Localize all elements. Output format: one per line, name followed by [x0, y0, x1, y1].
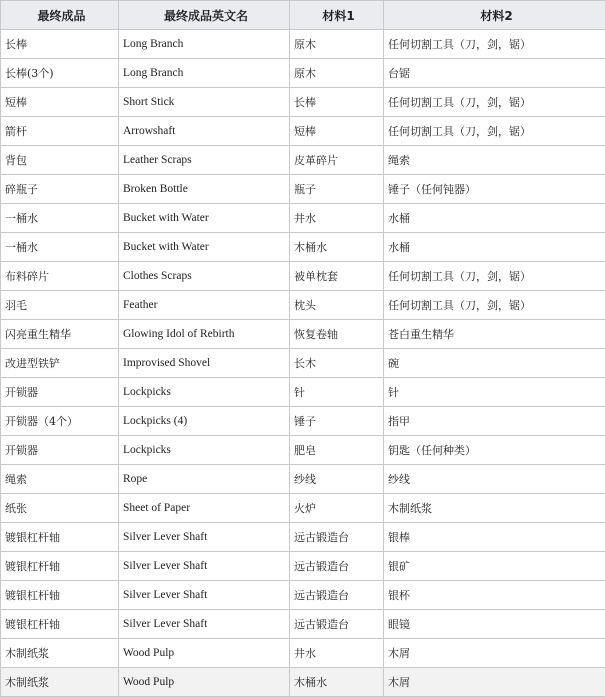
cell-material-2: 任何切割工具（刀，剑，锯）: [384, 30, 605, 59]
cell-final-product: 箭杆: [1, 117, 119, 146]
cell-final-product: 短棒: [1, 88, 119, 117]
cell-material-1: 锤子: [290, 407, 384, 436]
cell-material-2: 木屑: [384, 668, 605, 697]
cell-final-product: 镀银杠杆轴: [1, 523, 119, 552]
cell-final-product-english: Wood Pulp: [119, 668, 290, 697]
cell-final-product: 长棒: [1, 30, 119, 59]
cell-material-2: 碗: [384, 349, 605, 378]
cell-final-product-english: Rope: [119, 465, 290, 494]
cell-material-2: 眼镜: [384, 610, 605, 639]
cell-final-product-english: Broken Bottle: [119, 175, 290, 204]
table-header: [1, 1, 605, 30]
header-row: [1, 1, 605, 30]
cell-final-product: 改进型铁铲: [1, 349, 119, 378]
cell-final-product: 开锁器: [1, 436, 119, 465]
cell-final-product: 一桶水: [1, 204, 119, 233]
cell-final-product: 镀银杠杆轴: [1, 610, 119, 639]
cell-material-1: 肥皂: [290, 436, 384, 465]
table-row: [1, 88, 605, 117]
table-row: [1, 552, 605, 581]
table-row: [1, 581, 605, 610]
cell-final-product-english: Lockpicks: [119, 436, 290, 465]
table-row: [1, 349, 605, 378]
header-material-2: 材料2: [384, 1, 605, 30]
cell-final-product-english: Silver Lever Shaft: [119, 581, 290, 610]
cell-final-product: 闪亮重生精华: [1, 320, 119, 349]
cell-final-product: 绳索: [1, 465, 119, 494]
cell-final-product-english: Clothes Scraps: [119, 262, 290, 291]
cell-final-product-english: Silver Lever Shaft: [119, 523, 290, 552]
cell-material-2: 木屑: [384, 639, 605, 668]
cell-material-1: 井水: [290, 204, 384, 233]
cell-material-2: 水桶: [384, 233, 605, 262]
cell-material-1: 木桶水: [290, 668, 384, 697]
table-row: [1, 30, 605, 59]
cell-material-2: 木制纸浆: [384, 494, 605, 523]
table-row: [1, 59, 605, 88]
cell-material-2: 苍白重生精华: [384, 320, 605, 349]
cell-material-1: 短棒: [290, 117, 384, 146]
table-row: [1, 494, 605, 523]
cell-material-2: 任何切割工具（刀，剑，锯）: [384, 88, 605, 117]
cell-final-product-english: Bucket with Water: [119, 204, 290, 233]
cell-final-product: 开锁器（4个）: [1, 407, 119, 436]
header-material-1: 材料1: [290, 1, 384, 30]
header-final-product: 最终成品: [1, 1, 119, 30]
table-row: [1, 610, 605, 639]
cell-material-1: 井水: [290, 639, 384, 668]
table-row: [1, 146, 605, 175]
cell-final-product-english: Glowing Idol of Rebirth: [119, 320, 290, 349]
cell-material-2: 任何切割工具（刀，剑，锯）: [384, 262, 605, 291]
cell-material-1: 木桶水: [290, 233, 384, 262]
cell-material-2: 水桶: [384, 204, 605, 233]
cell-final-product-english: Long Branch: [119, 59, 290, 88]
cell-final-product: 羽毛: [1, 291, 119, 320]
table-row: [1, 320, 605, 349]
cell-material-1: 皮革碎片: [290, 146, 384, 175]
cell-material-2: 任何切割工具（刀，剑，锯）: [384, 117, 605, 146]
cell-material-2: 绳索: [384, 146, 605, 175]
cell-final-product: 背包: [1, 146, 119, 175]
table-row: [1, 175, 605, 204]
cell-material-1: 远古锻造台: [290, 552, 384, 581]
cell-final-product-english: Leather Scraps: [119, 146, 290, 175]
cell-final-product-english: Long Branch: [119, 30, 290, 59]
table-body: [1, 30, 605, 697]
cell-material-1: 纱线: [290, 465, 384, 494]
cell-final-product: 一桶水: [1, 233, 119, 262]
cell-material-1: 远古锻造台: [290, 581, 384, 610]
cell-final-product-english: Feather: [119, 291, 290, 320]
cell-material-1: 针: [290, 378, 384, 407]
cell-material-2: 纱线: [384, 465, 605, 494]
table-row: [1, 378, 605, 407]
table-row: [1, 262, 605, 291]
cell-material-1: 被单枕套: [290, 262, 384, 291]
cell-final-product-english: Lockpicks (4): [119, 407, 290, 436]
cell-material-2: 银矿: [384, 552, 605, 581]
table-row: [1, 639, 605, 668]
cell-material-2: 钥匙（任何种类）: [384, 436, 605, 465]
cell-material-2: 任何切割工具（刀，剑，锯）: [384, 291, 605, 320]
cell-final-product: 碎瓶子: [1, 175, 119, 204]
header-final-product-english: 最终成品英文名: [119, 1, 290, 30]
cell-final-product: 木制纸浆: [1, 639, 119, 668]
cell-material-2: 针: [384, 378, 605, 407]
cell-material-2: 指甲: [384, 407, 605, 436]
cell-material-1: 恢复卷轴: [290, 320, 384, 349]
cell-material-2: 台锯: [384, 59, 605, 88]
cell-material-1: 远古锻造台: [290, 523, 384, 552]
table-row: [1, 668, 605, 697]
cell-final-product: 镀银杠杆轴: [1, 552, 119, 581]
table-row: [1, 407, 605, 436]
cell-material-1: 原木: [290, 59, 384, 88]
cell-final-product: 木制纸浆: [1, 668, 119, 697]
cell-final-product-english: Bucket with Water: [119, 233, 290, 262]
table-row: [1, 436, 605, 465]
cell-material-1: 长木: [290, 349, 384, 378]
table-row: [1, 465, 605, 494]
cell-final-product: 镀银杠杆轴: [1, 581, 119, 610]
cell-final-product-english: Wood Pulp: [119, 639, 290, 668]
cell-final-product-english: Sheet of Paper: [119, 494, 290, 523]
cell-final-product-english: Short Stick: [119, 88, 290, 117]
cell-material-1: 枕头: [290, 291, 384, 320]
cell-material-2: 银杯: [384, 581, 605, 610]
cell-material-2: 锤子（任何钝器）: [384, 175, 605, 204]
table-row: [1, 291, 605, 320]
table-row: [1, 117, 605, 146]
cell-final-product: 长棒(3个): [1, 59, 119, 88]
cell-material-1: 原木: [290, 30, 384, 59]
cell-material-1: 瓶子: [290, 175, 384, 204]
cell-final-product-english: Improvised Shovel: [119, 349, 290, 378]
table-row: [1, 233, 605, 262]
cell-final-product-english: Silver Lever Shaft: [119, 552, 290, 581]
cell-material-1: 远古锻造台: [290, 610, 384, 639]
cell-final-product-english: Lockpicks: [119, 378, 290, 407]
cell-final-product: 布料碎片: [1, 262, 119, 291]
cell-final-product-english: Arrowshaft: [119, 117, 290, 146]
cell-final-product-english: Silver Lever Shaft: [119, 610, 290, 639]
table-row: [1, 523, 605, 552]
cell-final-product: 纸张: [1, 494, 119, 523]
cell-material-1: 长棒: [290, 88, 384, 117]
table-row: [1, 204, 605, 233]
cell-final-product: 开锁器: [1, 378, 119, 407]
cell-material-1: 火炉: [290, 494, 384, 523]
cell-material-2: 银棒: [384, 523, 605, 552]
